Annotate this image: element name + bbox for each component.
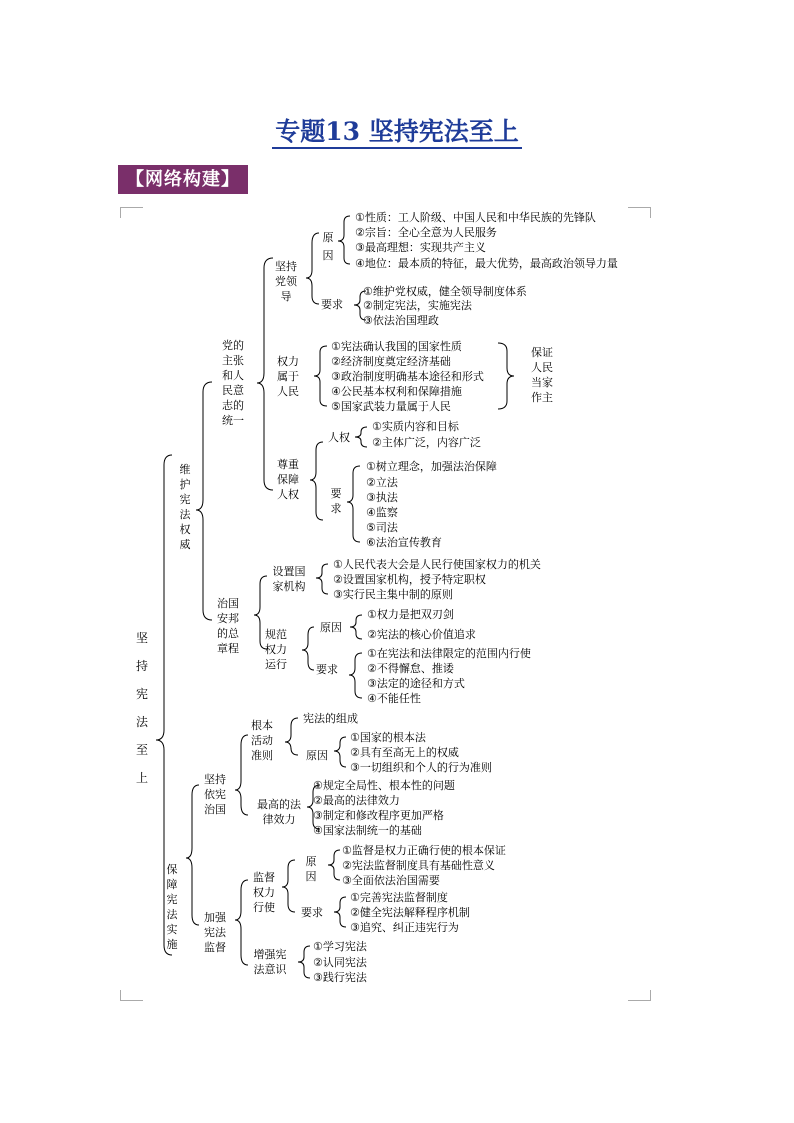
rights-req-2: ②立法 xyxy=(366,476,398,489)
lead-reason-4: ④地位：最本质的特征，最大优势，最高政治领导力量 xyxy=(355,257,618,270)
bracket-b2s1 xyxy=(235,735,248,815)
bracket-rights xyxy=(310,442,323,520)
bracket-supervise xyxy=(282,860,295,912)
bracket-power xyxy=(314,346,327,406)
organs-item-1: ①人民代表大会是人民行使国家权力的机关 xyxy=(333,558,541,571)
rights-label: 尊重 保障 人权 xyxy=(277,458,299,501)
power-result: 保证 人民 当家 作主 xyxy=(531,346,553,404)
bracket-regulate-reqs xyxy=(349,653,362,698)
supervise-label: 监督 权力 行使 xyxy=(253,871,275,914)
b2s2-label: 加强 宪法 监督 xyxy=(204,911,226,954)
power-item-2: ②经济制度奠定经济基础 xyxy=(331,355,451,368)
organs-item-2: ②设置国家机构，授予特定职权 xyxy=(333,573,486,586)
supervise-reason-2: ②宪法监督制度具有基础性意义 xyxy=(342,859,495,872)
bracket-rights-reqs xyxy=(347,466,360,542)
power-item-3: ③政治制度明确基本途径和形式 xyxy=(331,370,484,383)
page-title: 专题13 坚持宪法至上 xyxy=(0,112,794,148)
bracket-organs xyxy=(316,564,328,594)
power-item-1: ①宪法确认我国的国家性质 xyxy=(331,340,462,353)
lead-reason-1: ①性质：工人阶级、中国人民和中华民族的先锋队 xyxy=(355,211,596,224)
power-item-5: ⑤国家武装力量属于人民 xyxy=(331,400,451,413)
bracket-regulate-reasons xyxy=(350,615,362,639)
power-label: 权力 属于 人民 xyxy=(277,355,299,398)
root-label: 坚 持 宪 法 至 上 xyxy=(135,631,148,785)
effect-item-3: ③制定和修改程序更加严格 xyxy=(313,809,444,822)
rights-hr-label: 人权 xyxy=(328,431,350,444)
organs-item-3: ③实行民主集中制的原则 xyxy=(333,588,453,601)
awareness-item-1: ①学习宪法 xyxy=(313,940,367,953)
supervise-req-3: ③追究、纠正违宪行为 xyxy=(350,921,459,934)
lead-label: 坚持 党领 导 xyxy=(275,260,297,303)
regulate-req-4: ④不能任性 xyxy=(367,692,421,705)
rights-hr-2: ②主体广泛，内容广泛 xyxy=(372,436,481,449)
effect-item-1: ①规定全局性、根本性的问题 xyxy=(313,779,455,792)
section-badge: 【网络构建】 xyxy=(118,165,248,194)
awareness-item-2: ②认同宪法 xyxy=(313,956,367,969)
supervise-req-1: ①完善宪法监督制度 xyxy=(350,891,448,904)
basic-reason-3: ③一切组织和个人的行为准则 xyxy=(350,761,492,774)
bracket-basic xyxy=(285,718,298,755)
regulate-reason-label: 原因 xyxy=(320,621,342,634)
b2-label: 保 障 宪 法 实 施 xyxy=(166,863,178,951)
bracket-b2s2 xyxy=(235,880,248,965)
regulate-label: 规范 权力 运行 xyxy=(265,628,287,671)
rights-req-5: ⑤司法 xyxy=(366,521,398,534)
lead-req-3: ③依法治国理政 xyxy=(363,314,439,327)
power-item-4: ④公民基本权利和保障措施 xyxy=(331,385,462,398)
rights-req-6: ⑥法治宣传教育 xyxy=(366,536,442,549)
bracket-b1 xyxy=(196,382,212,620)
basic-composition: 宪法的组成 xyxy=(303,712,358,725)
bracket-awareness xyxy=(298,946,310,978)
lead-req-1: ①维护党权威，健全领导制度体系 xyxy=(363,285,527,298)
bracket-supervise-reqs xyxy=(334,897,346,927)
organs-label: 设置国 家机构 xyxy=(272,565,306,593)
bracket-regulate xyxy=(302,627,314,670)
regulate-req-2: ②不得懈怠、推诿 xyxy=(367,662,454,675)
lead-req-2: ②制定宪法，实施宪法 xyxy=(363,299,472,312)
lead-reason-3: ③最高理想：实现共产主义 xyxy=(355,241,486,254)
regulate-req-1: ①在宪法和法律限定的范围内行使 xyxy=(367,647,531,660)
regulate-reason-2: ②宪法的核心价值追求 xyxy=(367,628,476,641)
rights-hr-1: ①实质内容和目标 xyxy=(372,420,459,433)
supervise-reason-label: 原 因 xyxy=(305,855,317,883)
effect-item-4: ④国家法制统一的基础 xyxy=(313,824,422,837)
b1s2-label: 治国 安邦 的总 章程 xyxy=(217,597,239,655)
b1-label: 维 护 宪 法 权 威 xyxy=(179,463,191,551)
supervise-reason-1: ①监督是权力正确行使的根本保证 xyxy=(342,844,506,857)
b1s1-label: 党的 主张 和人 民意 志的 统一 xyxy=(222,339,244,427)
awareness-label: 增强宪 法意识 xyxy=(253,948,287,976)
supervise-reason-3: ③全面依法治国需要 xyxy=(342,874,440,887)
basic-reason-label: 原因 xyxy=(306,749,328,762)
bracket-b1s1 xyxy=(257,258,273,490)
basic-reason-1: ①国家的根本法 xyxy=(350,731,426,744)
bracket-rights-hr xyxy=(355,427,367,447)
lead-reason-label: 原 因 xyxy=(322,231,334,262)
bracket-lead-reasons xyxy=(338,216,350,264)
supervise-req-2: ②健全宪法解释程序机制 xyxy=(350,906,470,919)
rights-req-4: ④监察 xyxy=(366,506,398,519)
supervise-req-label: 要求 xyxy=(301,906,323,919)
bracket-b2 xyxy=(186,785,199,925)
awareness-item-3: ③践行宪法 xyxy=(313,971,367,984)
lead-req-label: 要求 xyxy=(321,298,343,311)
rights-req-label: 要 求 xyxy=(330,487,342,515)
bracket-power-result xyxy=(498,343,514,409)
effect-label: 最高的法 律效力 xyxy=(257,798,301,826)
b2s1-label: 坚持 依宪 治国 xyxy=(204,773,226,816)
bracket-supervise-reasons xyxy=(328,850,340,880)
basic-label: 根本 活动 准则 xyxy=(251,719,273,762)
regulate-reason-1: ①权力是把双刃剑 xyxy=(367,608,454,621)
rights-req-1: ①树立理念，加强法治保障 xyxy=(366,460,497,473)
rights-req-3: ③执法 xyxy=(366,491,398,504)
bracket-lead xyxy=(306,233,319,304)
basic-reason-2: ②具有至高无上的权威 xyxy=(350,746,459,759)
lead-reason-2: ②宗旨：全心全意为人民服务 xyxy=(355,226,497,239)
bracket-basic-reasons xyxy=(334,737,346,767)
effect-item-2: ②最高的法律效力 xyxy=(313,794,400,807)
regulate-req-3: ③法定的途径和方式 xyxy=(367,677,465,690)
regulate-req-label: 要求 xyxy=(316,663,338,676)
